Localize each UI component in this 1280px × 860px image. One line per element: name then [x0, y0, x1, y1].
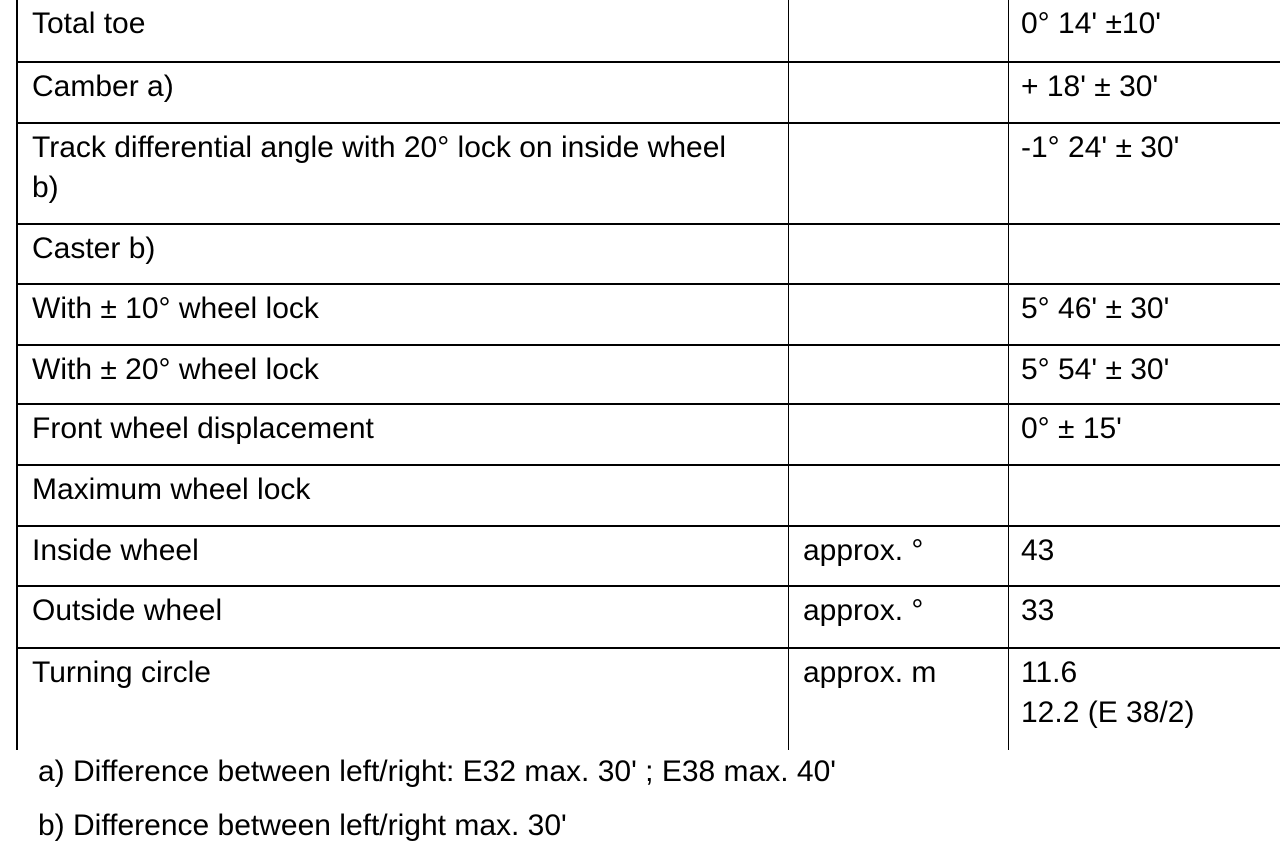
row-value: 33 — [1008, 587, 1280, 647]
table-row — [18, 346, 1280, 405]
table-row — [18, 466, 1280, 527]
table-row — [18, 649, 1280, 750]
row-value: -1° 24' ± 30' — [1008, 124, 1280, 223]
row-label: Track differential angle with 20° lock on inside wheel b) — [32, 131, 727, 204]
row-value: 5° 46' ± 30' — [1008, 285, 1280, 344]
footnote-a: a) Difference between left/right: E32 max. 30' ; E38 max. 40' — [38, 755, 836, 788]
row-unit: approx. m — [788, 649, 1008, 750]
row-unit — [788, 0, 1008, 61]
table-row — [18, 63, 1280, 124]
row-label: Outside wheel — [32, 594, 223, 627]
row-unit: approx. ° — [788, 587, 1008, 647]
row-value: 0° 14' ±10' — [1008, 0, 1280, 61]
row-unit — [788, 63, 1008, 122]
row-unit — [788, 466, 1008, 525]
row-label: Turning circle — [32, 656, 211, 689]
row-unit — [788, 346, 1008, 403]
value-line: 11.6 — [1021, 656, 1078, 689]
row-label: Camber a) — [32, 70, 174, 103]
row-unit — [788, 124, 1008, 223]
value-line: 12.2 (E 38/2) — [1021, 696, 1195, 729]
row-label: With ± 10° wheel lock — [32, 292, 319, 325]
row-unit — [788, 225, 1008, 283]
table-row — [18, 587, 1280, 649]
row-label: Total toe — [32, 7, 146, 40]
footnotes — [38, 752, 836, 860]
row-unit — [788, 405, 1008, 464]
footnote-b: b) Difference between left/right max. 30' — [38, 809, 567, 842]
table-row — [18, 285, 1280, 346]
row-label: Caster b) — [32, 232, 156, 265]
row-value: 5° 54' ± 30' — [1008, 346, 1280, 403]
table-row — [18, 225, 1280, 285]
table-row — [18, 405, 1280, 466]
table-row — [18, 0, 1280, 63]
row-value — [1008, 225, 1280, 283]
row-label: Maximum wheel lock — [32, 473, 311, 506]
row-unit: approx. ° — [788, 527, 1008, 585]
row-label: With ± 20° wheel lock — [32, 353, 319, 386]
row-label: Front wheel displacement — [32, 412, 374, 445]
table-row — [18, 124, 1280, 225]
row-value — [1008, 649, 1280, 750]
row-value — [1008, 466, 1280, 525]
row-value: + 18' ± 30' — [1008, 63, 1280, 122]
row-value: 0° ± 15' — [1008, 405, 1280, 464]
table-row — [18, 527, 1280, 587]
row-value: 43 — [1008, 527, 1280, 585]
row-unit — [788, 285, 1008, 344]
row-label: Inside wheel — [32, 534, 199, 567]
wheel-alignment-table — [16, 0, 1280, 750]
